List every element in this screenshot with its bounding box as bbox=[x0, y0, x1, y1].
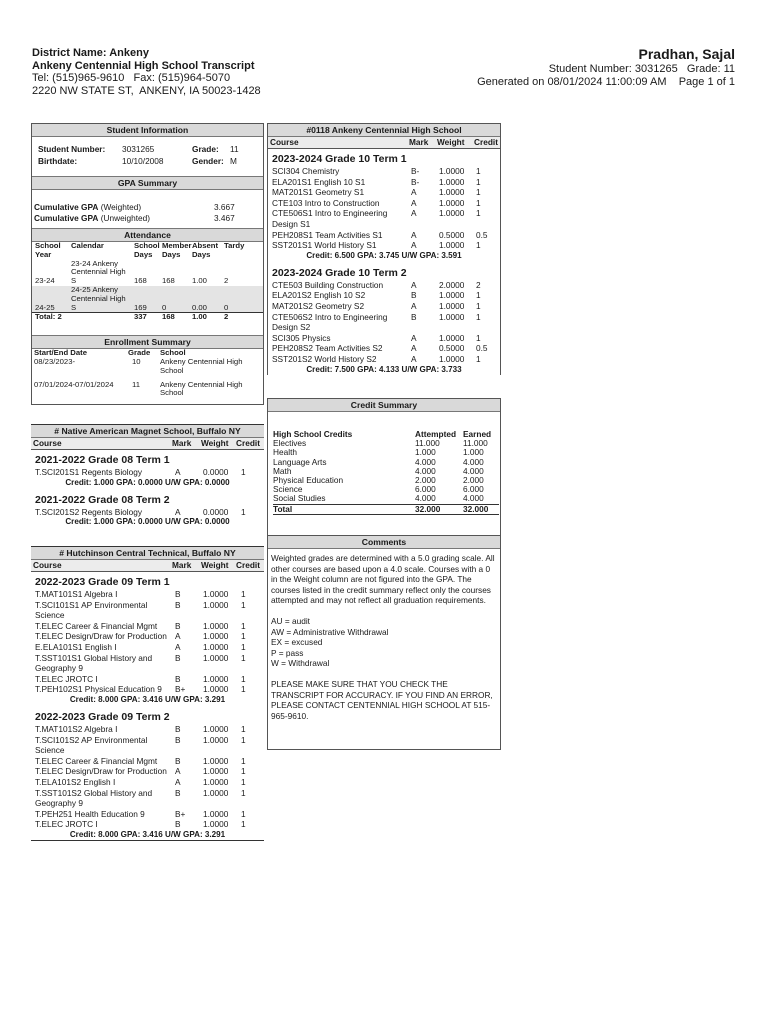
course-weight: 1.0000 bbox=[203, 755, 229, 766]
course-weight: 1.0000 bbox=[439, 332, 465, 343]
gender-label: Gender: bbox=[192, 156, 224, 166]
school-phones: Tel: (515)965-9610 Fax: (515)964-5070 bbox=[32, 72, 231, 85]
course-weight: 0.0000 bbox=[203, 467, 229, 477]
course-name: SST201S1 World History S1 bbox=[272, 240, 377, 251]
course-credit: 1 bbox=[241, 723, 246, 734]
course-name: SST201S2 World History S2 bbox=[272, 353, 377, 364]
student-number-line: Student Number: 3031265 Grade: 11 bbox=[548, 63, 735, 75]
ankeny-school-panel bbox=[267, 123, 501, 375]
course-credit: 1 bbox=[241, 599, 246, 610]
course-name: T.SCI101S1 AP Environmental Science bbox=[35, 599, 148, 621]
course-credit: 1 bbox=[476, 332, 481, 343]
credit-earn: 4.000 bbox=[463, 465, 484, 476]
credit-total-row: Total 32.000 32.000 bbox=[273, 504, 499, 514]
course-credit: 1 bbox=[241, 819, 246, 830]
course-weight: 1.0000 bbox=[203, 673, 229, 684]
course-row bbox=[268, 301, 500, 312]
school-address: 2220 NW STATE ST, ANKENY, IA 50023-1428 bbox=[32, 84, 261, 97]
enrollment-table bbox=[32, 349, 263, 398]
credit-earn: 1.000 bbox=[463, 447, 484, 458]
course-name: T.SST101S1 Global History and Geography 9 bbox=[35, 652, 153, 674]
course-row bbox=[268, 240, 500, 251]
course-mark: A bbox=[175, 641, 181, 652]
student-info-panel bbox=[31, 123, 264, 405]
course-credit: 1 bbox=[241, 766, 246, 777]
course-weight: 1.0000 bbox=[203, 652, 229, 663]
course-weight: 1.0000 bbox=[439, 187, 465, 198]
course-mark: A bbox=[411, 187, 417, 198]
course-weight: 1.0000 bbox=[203, 766, 229, 777]
course-mark: A bbox=[175, 631, 181, 642]
course-row bbox=[31, 724, 264, 735]
course-row bbox=[268, 280, 500, 291]
credit-earn: 6.000 bbox=[463, 484, 484, 495]
district-name: District Name: Ankeny bbox=[32, 47, 149, 59]
course-column-header: Course Mark Weight Credit bbox=[31, 438, 264, 450]
course-name: T.SCI201S1 Regents Biology bbox=[35, 467, 143, 477]
student-info-title: Student Information bbox=[32, 124, 263, 137]
att-col-tardy: Tardy bbox=[224, 241, 245, 250]
course-mark: B bbox=[175, 673, 181, 684]
course-mark: B+ bbox=[175, 808, 186, 819]
course-mark: B bbox=[175, 787, 181, 798]
course-credit: 1 bbox=[241, 755, 246, 766]
course-mark: A bbox=[175, 506, 181, 517]
course-mark: A bbox=[411, 343, 417, 354]
course-weight: 1.0000 bbox=[439, 240, 465, 251]
birthdate-value: 10/10/2008 bbox=[122, 156, 164, 166]
course-name: T.ELEC Design/Draw for Production bbox=[35, 631, 167, 642]
course-weight: 1.0000 bbox=[203, 776, 229, 787]
course-row bbox=[31, 684, 264, 695]
credit-earn: 4.000 bbox=[463, 493, 484, 504]
course-weight: 1.0000 bbox=[439, 290, 465, 301]
course-weight: 1.0000 bbox=[439, 197, 465, 208]
course-row bbox=[31, 631, 264, 642]
comment-code: AW = Administrative Withdrawal bbox=[271, 626, 389, 637]
attendance-header-row bbox=[32, 242, 263, 260]
course-weight: 1.0000 bbox=[203, 599, 229, 610]
course-weight: 1.0000 bbox=[203, 641, 229, 652]
term-title: 2021-2022 Grade 08 Term 2 bbox=[35, 493, 170, 506]
course-name: T.SCI201S2 Regents Biology bbox=[35, 506, 143, 517]
course-weight: 0.5000 bbox=[439, 229, 465, 240]
course-mark: B- bbox=[411, 176, 420, 187]
term-title: 2022-2023 Grade 09 Term 1 bbox=[35, 576, 170, 588]
comment-code: W = Withdrawal bbox=[271, 658, 330, 669]
course-mark: A bbox=[175, 467, 181, 477]
comment-code: AU = audit bbox=[271, 615, 310, 626]
att-col-year: School Year bbox=[35, 241, 61, 259]
course-credit: 1 bbox=[476, 311, 481, 322]
course-credit: 1 bbox=[241, 631, 246, 642]
course-credit: 1 bbox=[476, 187, 481, 198]
course-name: T.ELEC JROTC I bbox=[35, 819, 98, 830]
term-total: Credit: 1.000 GPA: 0.0000 U/W GPA: 0.0000 bbox=[65, 477, 230, 487]
credit-att: 2.000 bbox=[415, 475, 436, 486]
course-row bbox=[31, 735, 264, 756]
course-credit: 1 bbox=[476, 166, 481, 176]
credit-att: 11.000 bbox=[415, 438, 440, 449]
hutch-school-panel bbox=[31, 546, 264, 841]
table-row: 08/23/2023- 10 Ankeny Centennial High School bbox=[34, 356, 243, 375]
course-mark: A bbox=[411, 300, 417, 311]
course-row bbox=[31, 507, 264, 518]
credit-name: Physical Education bbox=[273, 475, 344, 486]
course-credit: 1 bbox=[476, 290, 481, 301]
course-mark: A bbox=[411, 353, 417, 364]
course-weight: 1.0000 bbox=[203, 589, 229, 599]
course-name: PEH208S2 Team Activities S2 bbox=[272, 343, 383, 354]
course-name: T.ELEC Career & Financial Mgmt bbox=[35, 620, 158, 631]
course-weight: 2.0000 bbox=[439, 279, 465, 290]
course-credit: 1 bbox=[241, 808, 246, 819]
course-mark: B+ bbox=[175, 684, 186, 695]
course-mark: B bbox=[175, 589, 181, 599]
course-name: MAT201S2 Geometry S2 bbox=[272, 300, 365, 311]
course-row bbox=[268, 354, 500, 365]
course-row bbox=[31, 589, 264, 600]
credit-name: Health bbox=[273, 447, 297, 458]
course-credit: 1 bbox=[241, 467, 246, 477]
course-name: ELA201S1 English 10 S1 bbox=[272, 176, 366, 187]
course-credit: 0.5 bbox=[476, 343, 488, 354]
course-credit: 0.5 bbox=[476, 229, 488, 240]
course-row bbox=[268, 166, 500, 177]
course-name: CTE103 Intro to Construction bbox=[272, 197, 380, 208]
course-credit: 1 bbox=[241, 776, 246, 787]
course-name: T.MAT101S2 Algebra I bbox=[35, 723, 118, 734]
course-mark: B bbox=[411, 290, 417, 301]
course-name: T.ELEC JROTC I bbox=[35, 673, 98, 684]
student-number-value: 3031265 bbox=[122, 144, 155, 154]
course-weight: 1.0000 bbox=[203, 787, 229, 798]
credit-summary-title: Credit Summary bbox=[268, 399, 500, 412]
school-header bbox=[32, 47, 261, 97]
course-row bbox=[268, 290, 500, 301]
course-name: T.PEH251 Health Education 9 bbox=[35, 808, 145, 819]
course-row bbox=[31, 766, 264, 777]
course-row bbox=[268, 208, 500, 229]
weighted-gpa-value: 3.667 bbox=[214, 202, 235, 212]
course-name: SCI305 Physics bbox=[272, 332, 331, 343]
term-total: Credit: 8.000 GPA: 3.416 U/W GPA: 3.291 bbox=[69, 829, 226, 839]
course-credit: 1 bbox=[476, 240, 481, 251]
course-mark: A bbox=[411, 229, 417, 240]
course-weight: 1.0000 bbox=[439, 353, 465, 364]
course-credit: 2 bbox=[476, 279, 481, 290]
course-mark: B bbox=[175, 755, 181, 766]
course-weight: 1.0000 bbox=[439, 311, 465, 322]
enrollment-title: Enrollment Summary bbox=[32, 335, 263, 349]
credit-row bbox=[273, 494, 499, 504]
course-column-header: Course Mark Weight Credit bbox=[268, 137, 500, 149]
course-row bbox=[31, 467, 264, 478]
course-name: SCI304 Chemistry bbox=[272, 166, 340, 176]
attendance-table bbox=[32, 242, 263, 322]
hutch-terms bbox=[31, 576, 264, 840]
gpa-summary-title: GPA Summary bbox=[32, 176, 263, 190]
course-name: T.PEH102S1 Physical Education 9 bbox=[35, 684, 162, 695]
credit-att: 4.000 bbox=[415, 465, 436, 476]
course-credit: 1 bbox=[241, 620, 246, 631]
course-mark: B bbox=[175, 734, 181, 745]
credit-name: Social Studies bbox=[273, 493, 326, 504]
course-name: T.SST101S2 Global History and Geography 9 bbox=[35, 787, 153, 809]
course-credit: 1 bbox=[476, 176, 481, 187]
course-credit: 1 bbox=[241, 652, 246, 663]
course-row bbox=[31, 756, 264, 767]
course-row bbox=[31, 653, 264, 674]
att-col-calendar: Calendar bbox=[71, 241, 104, 250]
credit-att: 4.000 bbox=[415, 456, 436, 467]
course-weight: 0.0000 bbox=[203, 506, 229, 517]
course-row bbox=[31, 642, 264, 653]
course-name: ELA201S2 English 10 S2 bbox=[272, 290, 366, 301]
grade-label: Grade: bbox=[192, 144, 219, 154]
course-row bbox=[31, 819, 264, 830]
credit-header-row: High School Credits Attempted Earned bbox=[273, 429, 492, 439]
course-name: MAT201S1 Geometry S1 bbox=[272, 187, 365, 198]
table-row: 24-25 24-25 Ankeny Centennial High S 169 0 0.00 0 bbox=[32, 286, 263, 313]
course-credit: 1 bbox=[476, 300, 481, 311]
term-total: Credit: 1.000 GPA: 0.0000 U/W GPA: 0.0000 bbox=[65, 517, 230, 527]
course-mark: B bbox=[175, 620, 181, 631]
att-col-absent-days: Absent Days bbox=[192, 241, 219, 259]
course-row bbox=[268, 230, 500, 241]
term-title: 2021-2022 Grade 08 Term 1 bbox=[35, 454, 170, 466]
credit-name: Science bbox=[273, 484, 303, 495]
course-weight: 1.0000 bbox=[203, 684, 229, 695]
credit-summary-panel bbox=[267, 398, 501, 536]
course-name: T.SCI101S2 AP Environmental Science bbox=[35, 734, 148, 756]
term-title: 2022-2023 Grade 09 Term 2 bbox=[35, 710, 170, 723]
comments-codes bbox=[271, 616, 496, 669]
course-credit: 1 bbox=[241, 673, 246, 684]
credit-att: 6.000 bbox=[415, 484, 436, 495]
course-row bbox=[31, 621, 264, 632]
term-total: Credit: 8.000 GPA: 3.416 U/W GPA: 3.291 bbox=[69, 694, 226, 704]
course-weight: 1.0000 bbox=[203, 819, 229, 830]
comments-panel bbox=[267, 535, 501, 750]
credit-name: Electives bbox=[273, 438, 307, 449]
attendance-total-row: Total: 2 337 168 1.00 2 bbox=[32, 313, 263, 322]
ankeny-terms bbox=[268, 153, 500, 375]
native-school-panel bbox=[31, 424, 264, 527]
course-name: T.ELA101S2 English I bbox=[35, 776, 116, 787]
course-row bbox=[268, 198, 500, 209]
course-credit: 1 bbox=[476, 353, 481, 364]
table-row: 23-24 23-24 Ankeny Centennial High S 168 168 1.00 2 bbox=[35, 258, 229, 286]
course-row bbox=[31, 674, 264, 685]
generated-line: Generated on 08/01/2024 11:00:09 AM Page 1 of 1 bbox=[477, 75, 735, 88]
course-weight: 0.5000 bbox=[439, 343, 465, 354]
att-col-member-days: Member Days bbox=[162, 241, 192, 259]
gpa-summary bbox=[32, 190, 263, 228]
course-row bbox=[268, 177, 500, 188]
gender-value: M bbox=[230, 156, 237, 166]
course-mark: B bbox=[175, 599, 181, 610]
course-mark: B bbox=[175, 723, 181, 734]
term-title: 2023-2024 Grade 10 Term 1 bbox=[272, 153, 407, 165]
course-name: E.ELA101S1 English I bbox=[35, 641, 117, 652]
course-name: PEH208S1 Team Activities S1 bbox=[272, 229, 383, 240]
comment-code: EX = excused bbox=[271, 637, 323, 648]
course-mark: A bbox=[175, 776, 181, 787]
course-weight: 1.0000 bbox=[439, 166, 465, 176]
course-weight: 1.0000 bbox=[203, 808, 229, 819]
grade-value: 11 bbox=[230, 144, 239, 154]
credit-att: 1.000 bbox=[415, 447, 436, 458]
course-weight: 1.0000 bbox=[203, 734, 229, 745]
course-credit: 1 bbox=[241, 787, 246, 798]
student-number-label: Student Number: bbox=[38, 144, 106, 154]
unweighted-gpa-value: 3.467 bbox=[214, 213, 235, 223]
course-row bbox=[268, 333, 500, 344]
course-row bbox=[268, 187, 500, 198]
course-weight: 1.0000 bbox=[439, 208, 465, 219]
course-column-header: Course Mark Weight Credit bbox=[31, 560, 264, 572]
course-credit: 1 bbox=[476, 208, 481, 219]
student-name: Pradhan, Sajal bbox=[638, 46, 735, 62]
course-mark: B- bbox=[411, 166, 420, 176]
course-row bbox=[31, 788, 264, 809]
att-col-school-days: School Days bbox=[134, 241, 160, 259]
course-weight: 1.0000 bbox=[439, 300, 465, 311]
weighted-gpa-label: Cumulative GPA (Weighted) bbox=[34, 202, 142, 212]
credit-att: 4.000 bbox=[415, 493, 436, 504]
course-mark: A bbox=[411, 279, 417, 290]
course-weight: 1.0000 bbox=[203, 723, 229, 734]
birthdate-label: Birthdate: bbox=[38, 156, 78, 166]
credit-earn: 11.000 bbox=[463, 438, 488, 449]
comment-code: P = pass bbox=[271, 647, 304, 658]
comments-accuracy-note: PLEASE MAKE SURE THAT YOU CHECK THE TRANSCRIPT FOR ACCURACY. IF YOU FIND AN ERROR, PLEASE CONTACT CENTENNIAL HIGH SCHOOL AT 515-965-9610. bbox=[271, 678, 493, 721]
credit-summary-table bbox=[273, 430, 499, 515]
course-name: T.ELEC Design/Draw for Production bbox=[35, 766, 167, 777]
course-row bbox=[268, 312, 500, 333]
course-row bbox=[31, 777, 264, 788]
course-name: CTE503 Building Construction bbox=[272, 279, 384, 290]
course-credit: 1 bbox=[241, 641, 246, 652]
credit-name: Math bbox=[273, 465, 292, 476]
course-credit: 1 bbox=[241, 734, 246, 745]
course-credit: 1 bbox=[241, 506, 246, 517]
enrollment-header-row: Start/End Date Grade School bbox=[34, 348, 186, 358]
unweighted-gpa-label: Cumulative GPA (Unweighted) bbox=[34, 213, 151, 223]
credit-earn: 2.000 bbox=[463, 475, 484, 486]
transcript-title: Ankeny Centennial High School Transcript bbox=[32, 59, 255, 72]
course-mark: A bbox=[411, 197, 417, 208]
student-header bbox=[477, 46, 735, 88]
course-weight: 1.0000 bbox=[203, 631, 229, 642]
course-mark: A bbox=[175, 766, 181, 777]
course-mark: A bbox=[411, 240, 417, 251]
course-name: CTE506S2 Intro to Engineering Design S2 bbox=[272, 311, 388, 333]
course-name: T.ELEC Career & Financial Mgmt bbox=[35, 755, 158, 766]
comments-grading-note: Weighted grades are determined with a 5.0 grading scale. All other courses are based upon a 4.0 scale. Courses with a 0 in the Weight column are not figured into the GPA. The courses listed in the credit summary reflect only the courses attempted and may not reflect all graduation requirements. bbox=[271, 553, 495, 606]
course-row bbox=[268, 343, 500, 354]
course-mark: B bbox=[175, 819, 181, 830]
table-row: 07/01/2024-07/01/2024 11 Ankeny Centennial High School bbox=[34, 379, 243, 398]
credit-earn: 4.000 bbox=[463, 456, 484, 467]
course-mark: B bbox=[175, 652, 181, 663]
course-row bbox=[31, 600, 264, 621]
native-terms bbox=[31, 454, 264, 527]
course-mark: A bbox=[411, 208, 417, 219]
ankeny-school-title: #0118 Ankeny Centennial High School bbox=[268, 124, 500, 137]
attendance-title: Attendance bbox=[32, 228, 263, 242]
course-credit: 1 bbox=[476, 197, 481, 208]
term-title: 2023-2024 Grade 10 Term 2 bbox=[272, 266, 407, 279]
hutch-school-title: # Hutchinson Central Technical, Buffalo NY bbox=[31, 546, 264, 560]
course-name: T.MAT101S1 Algebra I bbox=[35, 589, 118, 599]
course-credit: 1 bbox=[241, 589, 246, 599]
comments-title: Comments bbox=[268, 536, 500, 549]
course-row bbox=[31, 809, 264, 820]
term-total: Credit: 6.500 GPA: 3.745 U/W GPA: 3.591 bbox=[306, 250, 462, 260]
course-mark: B bbox=[411, 311, 417, 322]
native-school-title: # Native American Magnet School, Buffalo NY bbox=[31, 424, 264, 438]
course-weight: 1.0000 bbox=[439, 176, 465, 187]
course-mark: A bbox=[411, 332, 417, 343]
course-weight: 1.0000 bbox=[203, 620, 229, 631]
credit-name: Language Arts bbox=[273, 456, 327, 467]
course-credit: 1 bbox=[241, 684, 246, 695]
term-total: Credit: 7.500 GPA: 4.133 U/W GPA: 3.733 bbox=[306, 364, 462, 374]
course-name: CTE506S1 Intro to Engineering Design S1 bbox=[272, 208, 388, 229]
